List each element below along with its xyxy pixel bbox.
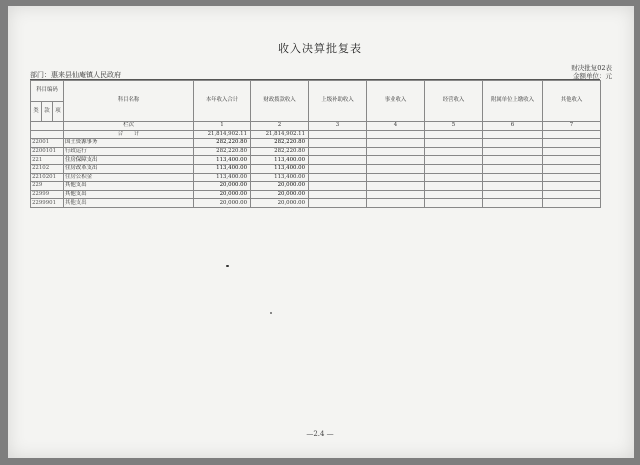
table-cell: 113,400.00 (251, 164, 309, 173)
total-value (425, 130, 483, 139)
subject-code: 229 (31, 182, 64, 191)
table-cell (483, 173, 543, 182)
amount-unit: 金额单位：元 (573, 72, 612, 80)
table-cell (31, 130, 64, 139)
table-cell: 113,400.00 (251, 173, 309, 182)
table-cell (309, 199, 367, 208)
table-cell (309, 173, 367, 182)
index-number: 4 (367, 122, 425, 131)
total-value: 21,814,902.11 (251, 130, 309, 139)
index-number: 1 (194, 122, 251, 131)
column-header: 事业收入 (367, 81, 425, 122)
table-cell (367, 199, 425, 208)
column-header: 附属单位上缴收入 (483, 81, 543, 122)
subject-code: 22999 (31, 190, 64, 199)
table-row (31, 173, 601, 182)
table-cell (31, 122, 64, 131)
total-value (483, 130, 543, 139)
table-cell (309, 164, 367, 173)
subject-name: 行政运行 (64, 147, 194, 156)
table-cell (483, 190, 543, 199)
sub-header: 项 (53, 102, 64, 122)
index-number: 7 (543, 122, 601, 131)
table-cell (483, 164, 543, 173)
subject-name: 其他支出 (64, 199, 194, 208)
table-cell (367, 147, 425, 156)
subject-code: 22102 (31, 164, 64, 173)
total-row (31, 130, 601, 139)
scan-speck (270, 312, 272, 314)
table-cell (367, 173, 425, 182)
subject-code: 2299901 (31, 199, 64, 208)
page-number: —2.4 — (306, 430, 334, 438)
table-cell (425, 182, 483, 191)
table-cell (309, 190, 367, 199)
table-cell: 20,000.00 (251, 182, 309, 191)
table-row (31, 182, 601, 191)
table-cell: 113,400.00 (251, 156, 309, 165)
table-cell (483, 147, 543, 156)
table-cell (425, 190, 483, 199)
subject-name: 国土资源事务 (64, 139, 194, 148)
table-cell (425, 199, 483, 208)
table-cell (367, 156, 425, 165)
table-cell (483, 139, 543, 148)
total-value (367, 130, 425, 139)
index-number: 5 (425, 122, 483, 131)
table-cell (483, 156, 543, 165)
table-cell: 20,000.00 (251, 190, 309, 199)
class-header: 类 (31, 102, 42, 122)
page-title: 收入决算批复表 (278, 42, 362, 55)
table-row (31, 147, 601, 156)
table-cell (425, 147, 483, 156)
table-cell (543, 156, 601, 165)
subject-name: 住房公积金 (64, 173, 194, 182)
table-cell (543, 164, 601, 173)
table-cell (543, 147, 601, 156)
table-cell: 282,220.80 (194, 147, 251, 156)
table-cell: 282,220.80 (251, 147, 309, 156)
subject-name: 住房改革支出 (64, 164, 194, 173)
index-label: 栏次 (64, 122, 194, 131)
column-header: 财政拨款收入 (251, 81, 309, 122)
table-cell (425, 164, 483, 173)
column-header: 经营收入 (425, 81, 483, 122)
index-number: 3 (309, 122, 367, 131)
index-number: 6 (483, 122, 543, 131)
table-cell: 113,400.00 (194, 156, 251, 165)
item-header: 款 (42, 102, 53, 122)
table-cell: 20,000.00 (194, 199, 251, 208)
table-cell: 20,000.00 (194, 190, 251, 199)
table-row (31, 190, 601, 199)
column-header: 其他收入 (543, 81, 601, 122)
table-cell (309, 147, 367, 156)
total-value: 21,814,902.11 (194, 130, 251, 139)
index-number: 2 (251, 122, 309, 131)
table-cell (425, 156, 483, 165)
department-label: 部门：惠来县仙庵镇人民政府 (30, 71, 121, 79)
subject-code: 221 (31, 156, 64, 165)
table-cell (425, 139, 483, 148)
table-cell (367, 164, 425, 173)
table-cell (367, 190, 425, 199)
table-cell (483, 182, 543, 191)
index-row (31, 122, 601, 131)
scan-speck (226, 265, 229, 267)
table-cell: 282,220.80 (251, 139, 309, 148)
table-row (31, 199, 601, 208)
table-cell: 282,220.80 (194, 139, 251, 148)
table-cell: 113,400.00 (194, 173, 251, 182)
table-row (31, 164, 601, 173)
subject-code: 2210201 (31, 173, 64, 182)
table-cell (425, 173, 483, 182)
table-cell (483, 199, 543, 208)
table-cell (367, 182, 425, 191)
total-value (309, 130, 367, 139)
table-cell (543, 182, 601, 191)
table-cell (367, 139, 425, 148)
header-row (31, 81, 601, 102)
form-code: 财决批复02表 (571, 64, 612, 72)
subject-code: 2200101 (31, 147, 64, 156)
table-cell (543, 139, 601, 148)
revenue-table (30, 80, 601, 208)
table-cell: 20,000.00 (194, 182, 251, 191)
column-header: 上级补助收入 (309, 81, 367, 122)
table-cell (309, 139, 367, 148)
table-row (31, 139, 601, 148)
table-cell: 20,000.00 (251, 199, 309, 208)
subject-name-header: 科目名称 (64, 81, 194, 122)
column-header: 本年收入合计 (194, 81, 251, 122)
subject-name: 其他支出 (64, 190, 194, 199)
total-value (543, 130, 601, 139)
table-cell: 113,400.00 (194, 164, 251, 173)
subject-code-header: 科目编码 (31, 81, 64, 102)
subject-code: 22001 (31, 139, 64, 148)
table-cell (543, 173, 601, 182)
table-cell (543, 190, 601, 199)
table-cell (309, 182, 367, 191)
subject-name: 住房保障支出 (64, 156, 194, 165)
subject-name: 其他支出 (64, 182, 194, 191)
total-label: 合 计 (64, 130, 194, 139)
table-cell (543, 199, 601, 208)
table-row (31, 156, 601, 165)
table-cell (309, 156, 367, 165)
